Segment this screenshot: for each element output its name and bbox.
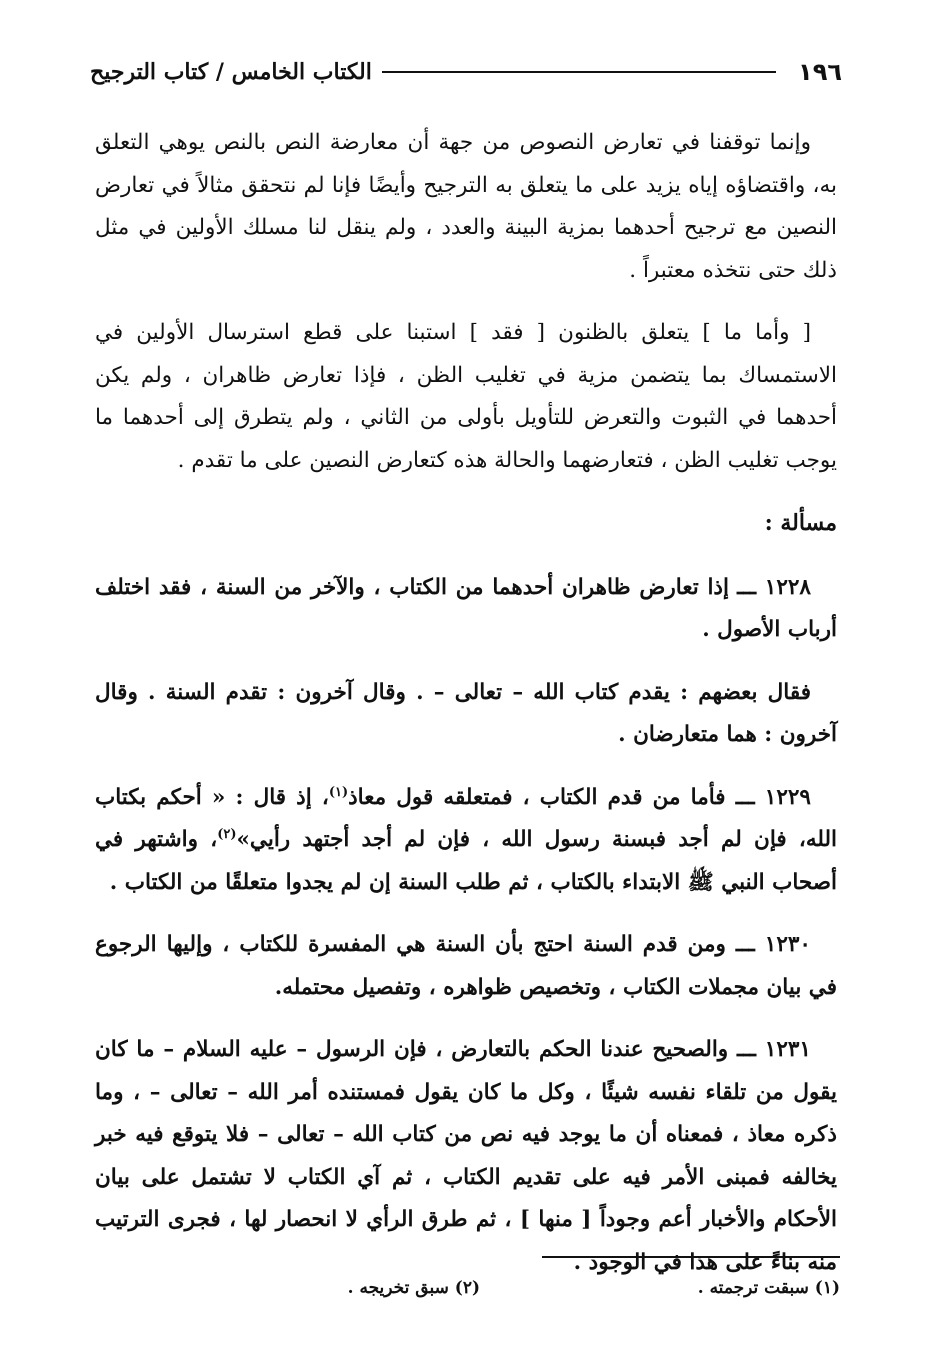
header-rule [382, 71, 776, 73]
paragraph-1229-text-c: ، واشتهر في أصحاب النبي ﷺ الابتداء بالكتاب ، ثم طلب السنة إن لم يجدوا متعلقًا من الكتاب . [95, 827, 837, 895]
paragraph-1231-text: والصحيح عندنا الحكم بالتعارض ، فإن الرسول – عليه السلام – ما كان يقول من تلقاء نفسه شيئًا ، وكل ما كان يقول فمستنده أمر الله – تعالى – ، وما ذكره معاذ ، فمعناه أن ما يوجد فيه نص من كتاب الله – تعالى – فلا يتوقع فيه خبر يخالفه فمبنى الأمر فيه على تقديم الكتاب ، ثم آي الكتاب لا تشتمل على بيان الأحكام والأخبار أعم وجوداً [ منها ] ، ثم طرق الرأي لا انحصار لها ، فجرى الترتيب منه بناءً على هذا في الوجود . [95, 1037, 837, 1275]
page-number: ١٩٦ [798, 58, 842, 86]
paragraph-opinions: فقال بعضهم : يقدم كتاب الله – تعالى – . وقال آخرون : تقدم السنة . وقال آخرون : هما متعارضان . [95, 679, 837, 747]
body-text [95, 122, 837, 1304]
paragraph-1: وإنما توقفنا في تعارض النصوص من جهة أن معارضة النص بالنص يوهي التعلق به، واقتضاؤه إياه يزيد على ما يتعلق به الترجيح وأيضًا فإنا لم نتحقق مثالاً في تعارض النصين مع ترجيح أحدهما بمزية البينة والعدد ، ولم ينقل لنا مسلك الأولين في مثل ذلك حتى نتخذه معتبراً . [95, 130, 837, 283]
issue-number-1231: ١٢٣١ ـــ [737, 1037, 811, 1062]
section-heading-masala: مسألة : [764, 510, 837, 536]
paragraph-1229 [95, 777, 837, 905]
footnotes [100, 1278, 840, 1308]
footnote-2: (٢) سبق تخريجه . [347, 1278, 480, 1298]
footnote-1: (١) سبقت ترجمته . [697, 1278, 840, 1298]
paragraph-1229-text-b: ، إذ قال : « أحكم بكتاب الله، فإن لم أجد فبسنة رسول الله ، فإن لم أجد أجتهد رأيي» [95, 784, 837, 852]
footnote-ref-1: (١) [328, 784, 349, 800]
running-title: الكتاب الخامس / كتاب الترجيح [90, 59, 372, 85]
issue-number-1228: ١٢٢٨ ـــ [737, 574, 811, 600]
paragraph-1231 [95, 1029, 837, 1284]
paragraph-1228 [95, 567, 837, 652]
paragraph-1230 [95, 924, 837, 1009]
issue-number-1229: ١٢٢٩ ـــ [735, 784, 811, 810]
page-header [90, 52, 842, 92]
paragraph-1229-text-a: فأما من قدم الكتاب ، فمتعلقه قول معاذ [348, 784, 726, 810]
footnote-ref-2: (٢) [217, 826, 237, 842]
paragraph-1230-text: ومن قدم السنة احتج بأن السنة هي المفسرة للكتاب ، وإليها الرجوع في بيان مجملات الكتاب ، وتخصيص ظواهره ، وتفصيل محتمله. [95, 932, 837, 1000]
footnote-separator [542, 1256, 840, 1258]
paragraph-1228-text: إذا تعارض ظاهران أحدهما من الكتاب ، والآخر من السنة ، فقد اختلف أرباب الأصول . [95, 574, 837, 642]
paragraph-2: [ وأما ما ] يتعلق بالظنون [ فقد ] استبنا على قطع استرسال الأولين في الاستمساك بما يتضمن مزية في تغليب الظن ، فإذا تعارض ظاهران ، ولم يكن أحدهما في الثبوت والتعرض للتأويل بأولى من الثاني ، ولم يتطرق إلى أحدهما ما يوجب تغليب الظن ، فتعارضهما والحالة هذه كتعارض النصين على ما تقدم . [95, 320, 837, 473]
issue-number-1230: ١٢٣٠ ـــ [735, 932, 811, 957]
